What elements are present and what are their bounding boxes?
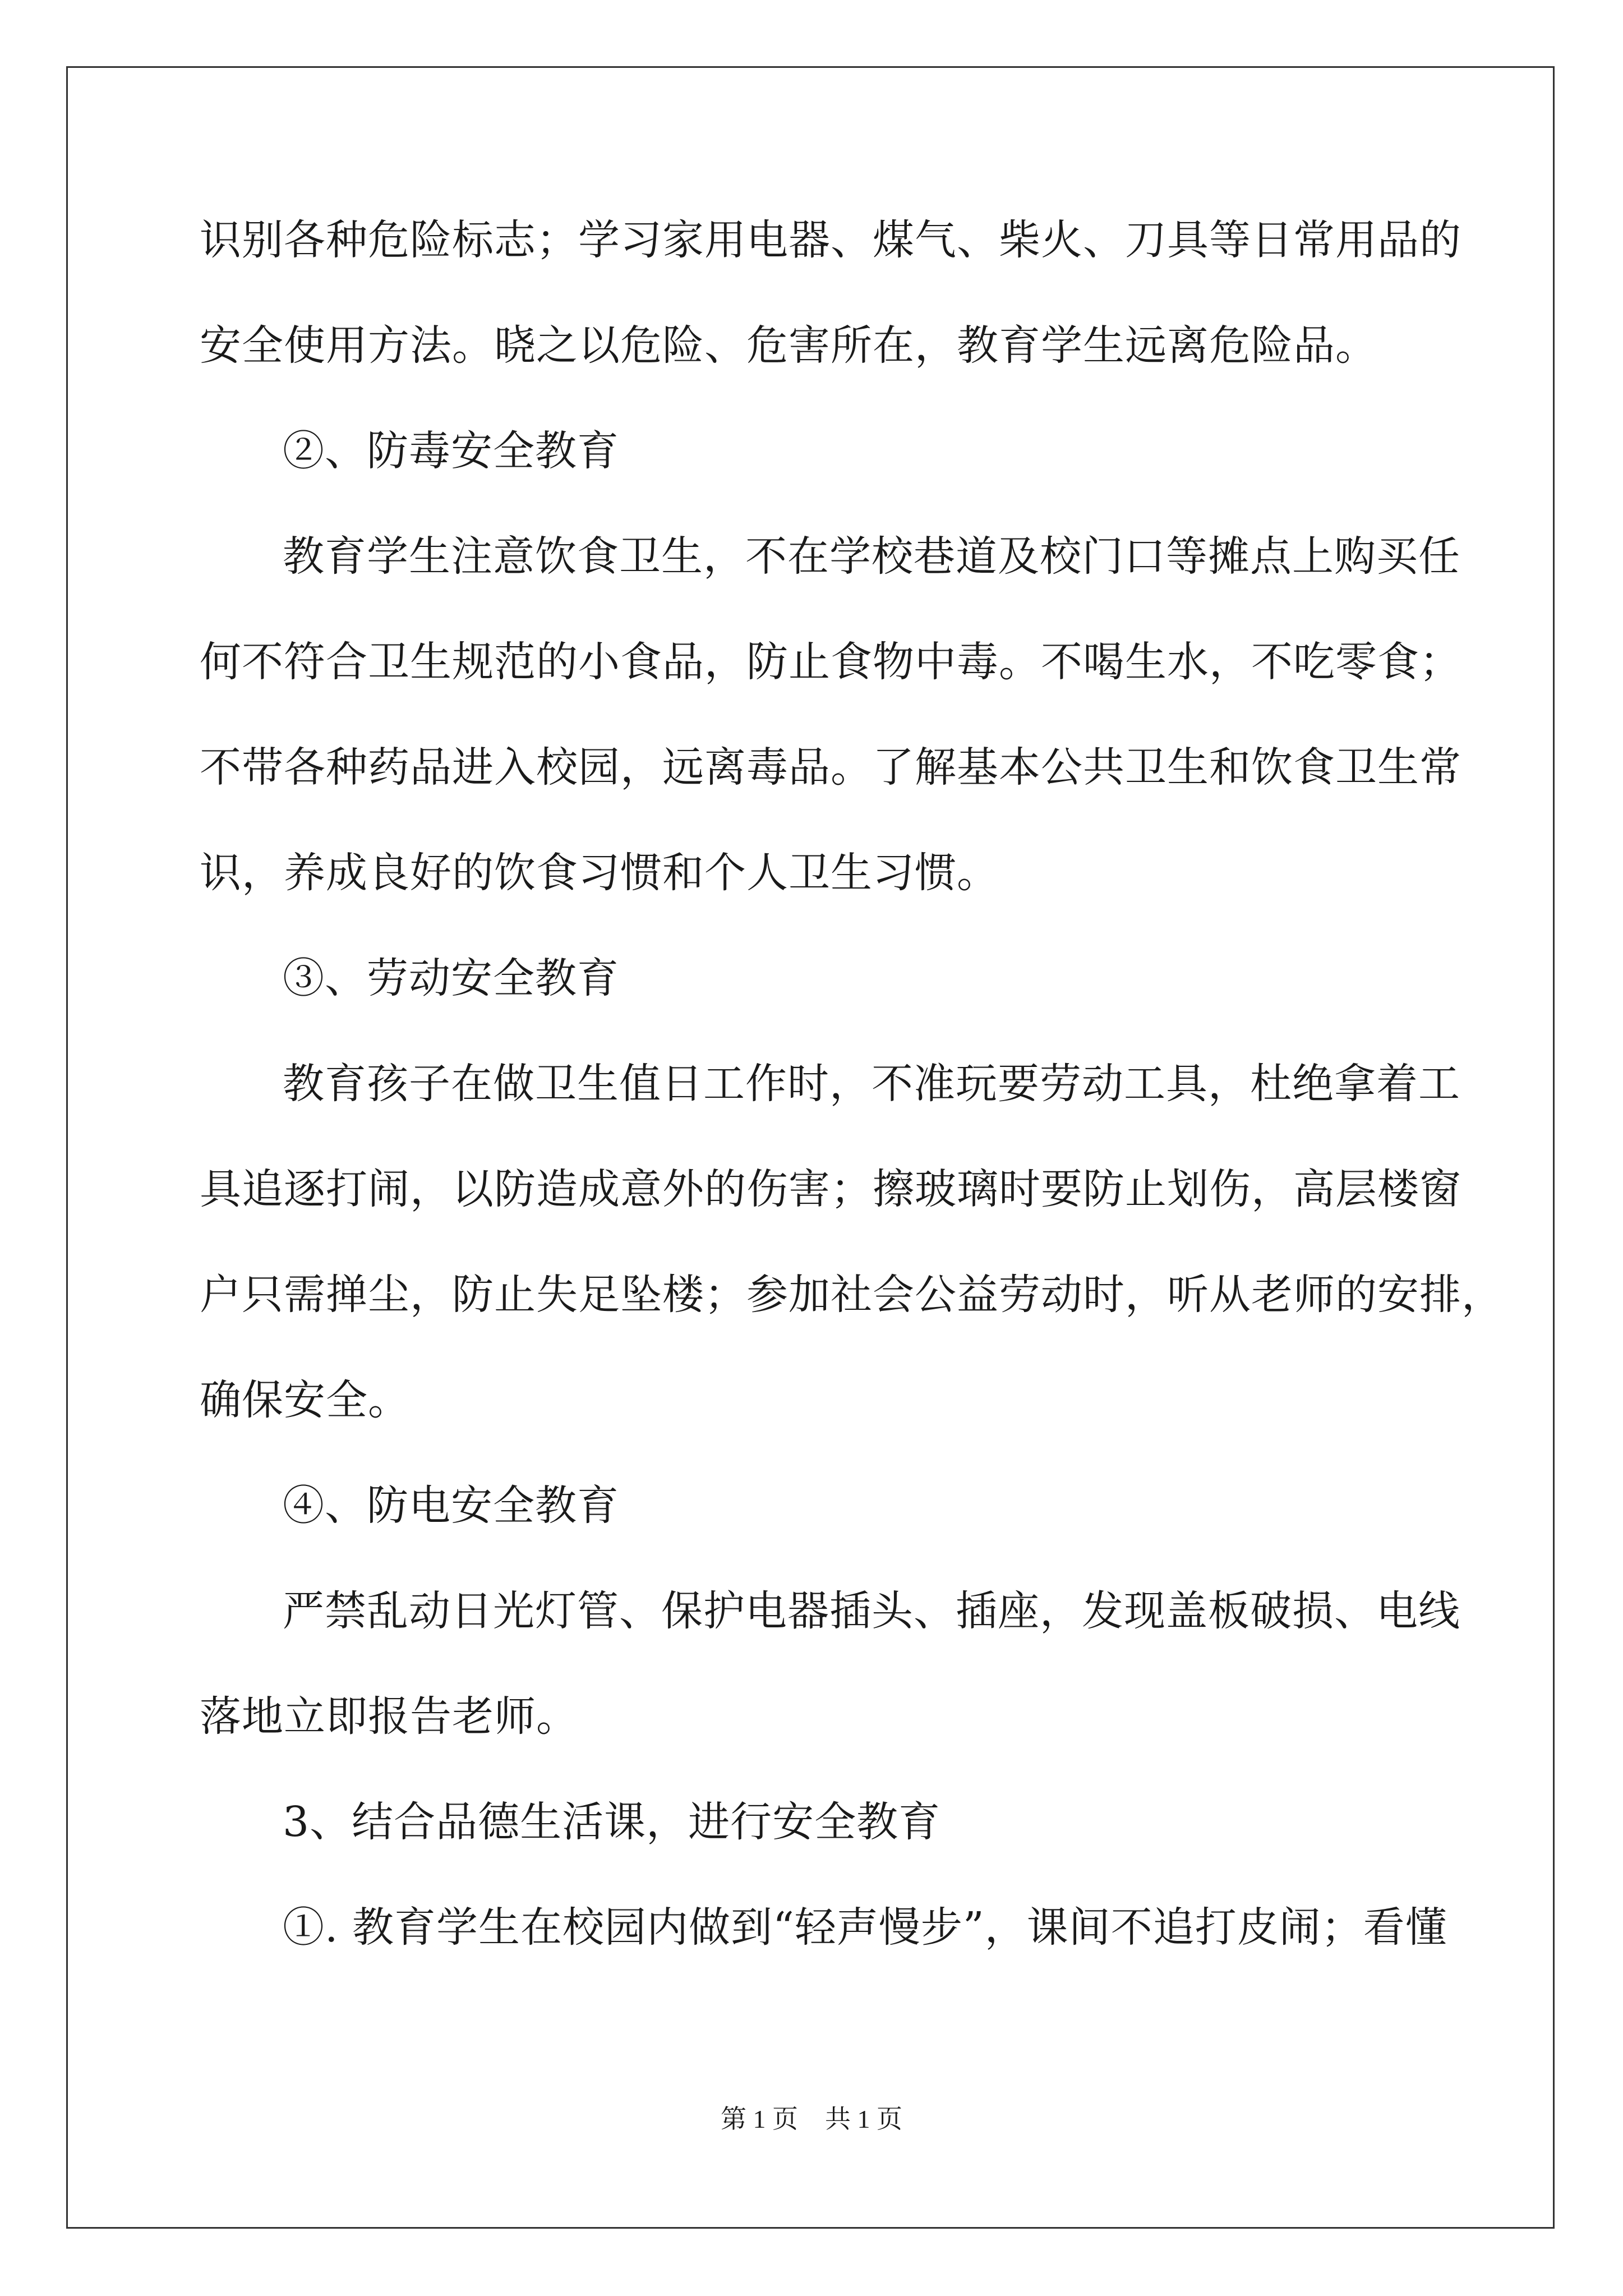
text-line: 具追逐打闹，以防造成意外的伤害；擦玻璃时要防止划伤，高层楼窗 bbox=[200, 1165, 1461, 1213]
text-line: 教育孩子在做卫生值日工作时，不准玩要劳动工具，杜绝拿着工 bbox=[283, 1060, 1460, 1108]
text-line: 何不符合卫生规范的小食品，防止食物中毒。不喝生水，不吃零食； bbox=[200, 638, 1461, 686]
text-line: 安全使用方法。晓之以危险、危害所在，教育学生远离危险品。 bbox=[200, 321, 1377, 370]
text-line: 不带各种药品进入校园，远离毒品。了解基本公共卫生和饮食卫生常 bbox=[200, 743, 1461, 792]
page-total: 共 1 页 bbox=[825, 2105, 902, 2133]
text-line: ①. 教育学生在校园内做到“轻声慢步”，课间不追打皮闹；看懂 bbox=[283, 1903, 1447, 1952]
section-heading: ②、防毒安全教育 bbox=[283, 427, 619, 475]
text-line: 户只需掸尘，防止失足坠楼；参加社会公益劳动时，听从老师的安排， bbox=[200, 1271, 1504, 1319]
section-heading: ④、防电安全教育 bbox=[283, 1481, 619, 1530]
text-line: 落地立即报告老师。 bbox=[200, 1692, 578, 1741]
text-line: 识别各种危险标志；学习家用电器、煤气、柴火、刀具等日常用品的 bbox=[200, 216, 1461, 264]
page-number: 第 1 页 bbox=[721, 2105, 798, 2133]
text-line: 严禁乱动日光灯管、保护电器插头、插座，发现盖板破损、电线 bbox=[283, 1587, 1460, 1635]
text-line: 识，养成良好的饮食习惯和个人卫生习惯。 bbox=[200, 849, 999, 897]
page-footer bbox=[0, 2102, 1623, 2136]
text-line: 教育学生注意饮食卫生，不在学校巷道及校门口等摊点上购买任 bbox=[283, 532, 1460, 581]
text-line: 确保安全。 bbox=[200, 1376, 410, 1424]
section-heading: 3、结合品德生活课，进行安全教育 bbox=[283, 1798, 941, 1846]
section-heading: ③、劳动安全教育 bbox=[283, 954, 619, 1002]
